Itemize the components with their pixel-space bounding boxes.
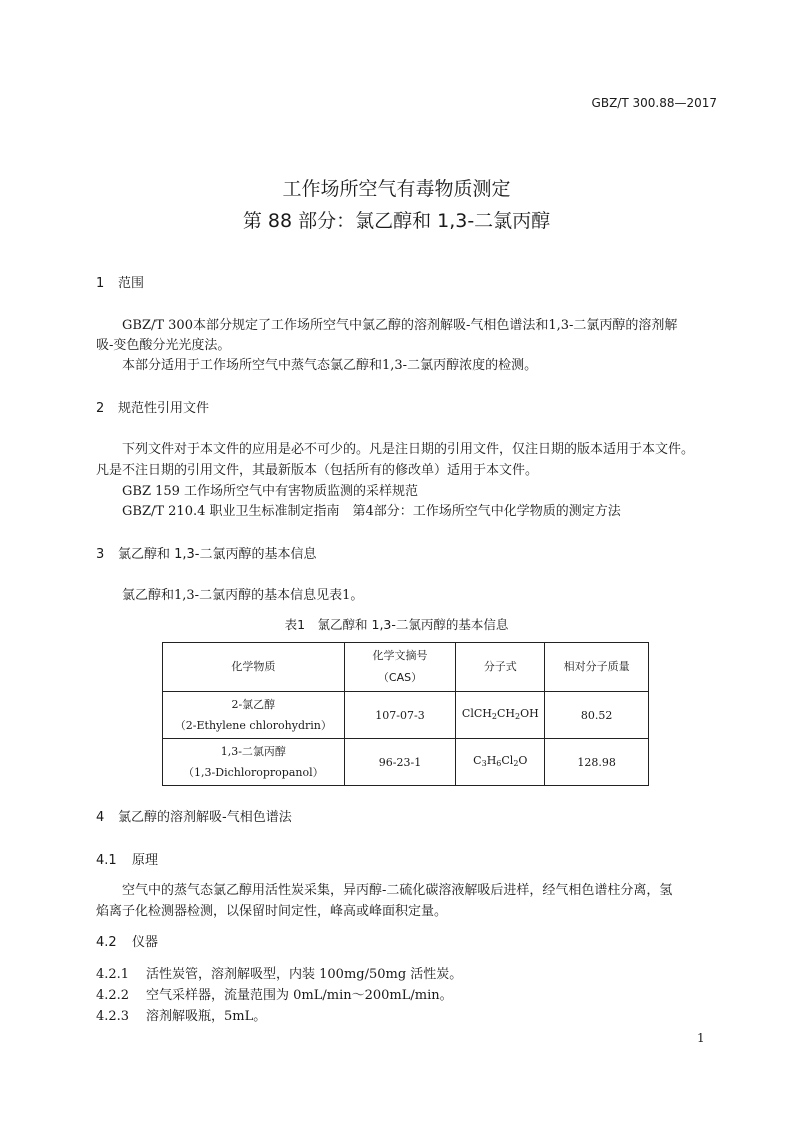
subsection-title: 原理 — [132, 853, 159, 868]
formula-part: O — [518, 754, 528, 767]
table-cell: 107-07-3 — [344, 692, 456, 739]
paragraph: 本部分适用于工作场所空气中蒸气态氯乙醇和1,3-二氯丙醇浓度的检测。 — [122, 358, 538, 373]
table-cell: 96-23-1 — [344, 739, 456, 786]
table-row — [163, 739, 649, 786]
paragraph: 焰离子化检测器检测，以保留时间定性，峰高或峰面积定量。 — [96, 904, 448, 919]
formula-part: Cl — [501, 754, 514, 767]
table-cell — [163, 739, 345, 786]
reference-item: GBZ/T 210.4 职业卫生标准制定指南 第4部分：工作场所空气中化学物质的测定方法 — [122, 504, 621, 519]
section-number: 1 — [96, 276, 105, 291]
subsection-title: 仪器 — [132, 935, 159, 950]
instrument-item — [96, 1005, 266, 1024]
item-number: 4.2.3 — [96, 1009, 130, 1024]
header-text: （CAS） — [377, 671, 423, 684]
reference-item: GBZ 159 工作场所空气中有害物质监测的采样规范 — [122, 484, 419, 499]
section-3-heading — [96, 543, 317, 562]
basic-info-table — [162, 642, 649, 786]
formula-subscript: 3 — [481, 759, 487, 768]
subsection-4-1-heading — [96, 849, 158, 868]
formula-part: H — [486, 754, 497, 767]
item-number: 4.2.1 — [96, 967, 130, 982]
formula-part: OH — [520, 707, 539, 720]
section-title: 氯乙醇和 1,3-二氯丙醇的基本信息 — [118, 547, 317, 562]
chemical-name-cn: 1,3-二氯丙醇 — [220, 745, 286, 758]
section-number: 4 — [96, 810, 105, 825]
item-text: 空气采样器，流量范围为 0mL/min～200mL/min。 — [146, 988, 453, 1003]
header-text: 化学文摘号 — [372, 649, 428, 662]
section-number: 2 — [96, 401, 105, 416]
page-number: 1 — [697, 1031, 705, 1045]
header-cell — [344, 643, 456, 692]
formula-part: CH — [496, 707, 515, 720]
formula-subscript: 2 — [514, 712, 521, 721]
paragraph: 空气中的蒸气态氯乙醇用活性炭采集，异丙醇-二硫化碳溶液解吸后进样，经气相色谱柱分离，氢 — [122, 883, 673, 898]
table-cell — [163, 692, 345, 739]
formula-subscript: 2 — [491, 712, 497, 721]
document-title: 工作场所空气有毒物质测定 — [282, 178, 511, 200]
item-number: 4.2.2 — [96, 988, 130, 1003]
chemical-name-en: （2-Ethylene chlorohydrin） — [174, 719, 332, 732]
chemical-name-en: （1,3-Dichloropropanol） — [183, 766, 324, 779]
section-4-heading — [96, 806, 292, 825]
table-cell: 80.52 — [545, 692, 649, 739]
paragraph: GBZ/T 300本部分规定了工作场所空气中氯乙醇的溶剂解吸-气相色谱法和1,3-二氯丙醇的溶剂解 — [122, 318, 678, 333]
paragraph: 吸-变色酸分光光度法。 — [96, 338, 231, 353]
header-cell: 相对分子质量 — [545, 643, 649, 692]
document-subtitle: 第 88 部分：氯乙醇和 1,3-二氯丙醇 — [242, 210, 551, 232]
paragraph: 氯乙醇和1,3-二氯丙醇的基本信息见表1。 — [122, 588, 364, 603]
formula-part: C — [473, 754, 482, 767]
table-row — [163, 692, 649, 739]
subsection-4-2-heading — [96, 931, 158, 950]
section-title: 氯乙醇的溶剂解吸-气相色谱法 — [118, 810, 292, 825]
paragraph: 凡是不注日期的引用文件，其最新版本（包括所有的修改单）适用于本文件。 — [96, 463, 539, 478]
formula-subscript: 6 — [496, 759, 502, 768]
table-caption: 表1 氯乙醇和 1,3-二氯丙醇的基本信息 — [284, 617, 509, 632]
section-1-heading — [96, 272, 144, 291]
table-header-row — [163, 643, 649, 692]
paragraph: 下列文件对于本文件的应用是必不可少的。凡是注日期的引用文件，仅注日期的版本适用于本文件。 — [122, 442, 695, 457]
instrument-item — [96, 984, 453, 1003]
header-cell: 分子式 — [456, 643, 545, 692]
subsection-number: 4.2 — [96, 935, 117, 950]
formula-part: ClCH — [461, 707, 492, 720]
formula-subscript: 2 — [513, 759, 519, 768]
formula-cell — [456, 739, 545, 786]
standard-code: GBZ/T 300.88—2017 — [591, 96, 717, 110]
instrument-item — [96, 963, 462, 982]
formula-cell — [456, 692, 545, 739]
subsection-number: 4.1 — [96, 853, 117, 868]
section-title: 规范性引用文件 — [118, 401, 210, 416]
section-2-heading — [96, 397, 209, 416]
chemical-name-cn: 2-氯乙醇 — [231, 698, 276, 711]
item-text: 溶剂解吸瓶，5mL。 — [146, 1009, 267, 1024]
table-cell: 128.98 — [545, 739, 649, 786]
header-cell: 化学物质 — [163, 643, 345, 692]
section-number: 3 — [96, 547, 105, 562]
item-text: 活性炭管，溶剂解吸型，内装 100mg/50mg 活性炭。 — [146, 967, 463, 982]
section-title: 范围 — [118, 276, 145, 291]
